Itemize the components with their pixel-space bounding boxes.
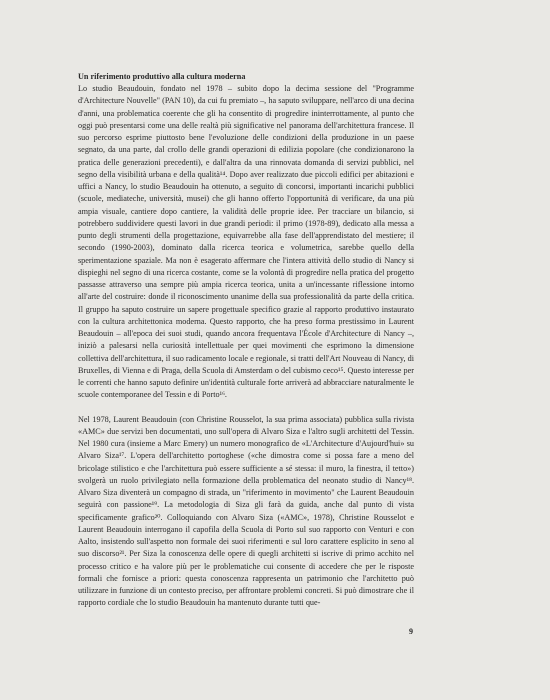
paragraph: Nel 1978, Laurent Beaudouin (con Christine Rousselot, la sua prima associata) pubblica sulla rivista «AMC» due servizi ben documentati, uno sull'opera di Alvaro Siza e l'altro sugli architetti del Tessin. Nel 1980 cura (insieme a Marc Emery) un numero monografico de «L'Architecture d'Aujourd'hui» su Alvaro Siza¹⁷. L'opera dell'architetto portoghese («che dimostra come si possa fare a meno del bricolage stilistico e che l'architettura può essere sufficiente a sé stessa: il muro, la finestra, il tetto») svolgerà un ruolo privilegiato nella formazione della problematica del neonato studio di Nancy¹⁸. Alvaro Siza diventerà un compagno di strada, un "riferimento in movimento" che Laurent Beaudouin seguirà con passione¹⁹. La metodologia di Siza gli farà da guida, anche dal punto di vista specificamente grafico²⁰. Colloquiando con Alvaro Siza («AMC», 1978), Christine Rousselot e Laurent Beaudouin interrogano il capofila della Scuola di Porto sul suo rapporto con Venturi e con Aalto, insistendo sull'aspetto non formale dei suoi riferimenti e sul loro carattere esplicito in seno al suo discorso²¹. Per Siza la conoscenza delle opere di quegli architetti si iscrive di primo acchito nel processo critico e ha valore più per le problematiche cui consente di accedere che per le risposte formali che fornisce a priori: questa conoscenza rappresenta un patrimonio che l'architetto può utilizzare in funzione di un contesto preciso, per affrontare problemi concreti. Si può dimostrare che il rapporto cordiale che lo studio Beaudouin ha mantenuto durante tutti que-	[78, 414, 414, 608]
section-heading: Un riferimento produttivo alla cultura moderna	[78, 72, 246, 81]
page-number: 9	[409, 627, 413, 636]
paragraph: Lo studio Beaudouin, fondato nel 1978 – subito dopo la decima sessione del "Programme d'Architecture Nouvelle" (PAN 10), da cui fu premiato –, ha saputo sviluppare, nell'arco di una decina d'anni, una problematica coerente che gli ha consentito di progredire ininterrottamente, al punto che oggi può presentarsi come una delle realtà più significative nel panorama dell'architettura francese. Il suo percorso esprime piuttosto bene l'evoluzione delle condizioni della produzione in un paese segnato, da una parte, dal crollo delle grandi operazioni di edilizia popolare (che condizionarono la pratica delle generazioni precedenti), e dall'altra da una rinnovata domanda di servizi pubblici, nel segno della visibilità urbana e della qualità¹⁴. Dopo aver realizzato due piccoli edifici per abitazioni e uffici a Nancy, lo studio Beaudouin ha ottenuto, a seguito di concorsi, importanti incarichi pubblici (scuole, mediateche, università, musei) che gli hanno offerto l'opportunità di verificare, da una più ampia visuale, cantiere dopo cantiere, la validità delle proprie idee. Per tracciare un bilancio, si potrebbero suddividere questi lavori in due grandi periodi: il primo (1978-89), dedicato alla messa a punto degli strumenti della progettazione, equivarrebbe alla fase dell'apprendistato del mestiere; il secondo (1990-2003), dominato dalla ricerca teorica e volumetrica, sarebbe quello della sperimentazione spaziale. Ma non è esagerato affermare che l'intera attività dello studio di Nancy si dispieghi nel segno di una ricerca costante, come se la volontà di progredire nella pratica del progetto passasse attraverso una sempre più ampia ricerca teorica, unita a un'incessante riflessione intorno all'arte del costruire: donde il riconoscimento unanime della sua professionalità da parte della critica. Il gruppo ha saputo costruire un sapere progettuale specifico grazie al rapporto produttivo instaurato con la cultura architettonica moderna. Questo rapporto, che ha preso forma prestissimo in Laurent Beaudouin – all'epoca dei suoi studi, quando ancora frequentava l'École d'Architecture di Nancy –, iniziò a palesarsi nella curiosità intellettuale per quei movimenti che esprimono la dimensione collettiva dell'architettura, il suo radicamento locale e regionale, si tratti dell'Art Nouveau di Nancy, di Bruxelles, di Vienna e di Praga, della Scuola di Amsterdam o del cubismo ceco¹⁵. Questo interesse per le correnti che hanno saputo definire un'identità culturale forte arriverà ad abbracciare naturalmente le scuole contemporanee del Tessin e di Porto¹⁶.	[78, 84, 414, 400]
article-body	[78, 71, 414, 610]
